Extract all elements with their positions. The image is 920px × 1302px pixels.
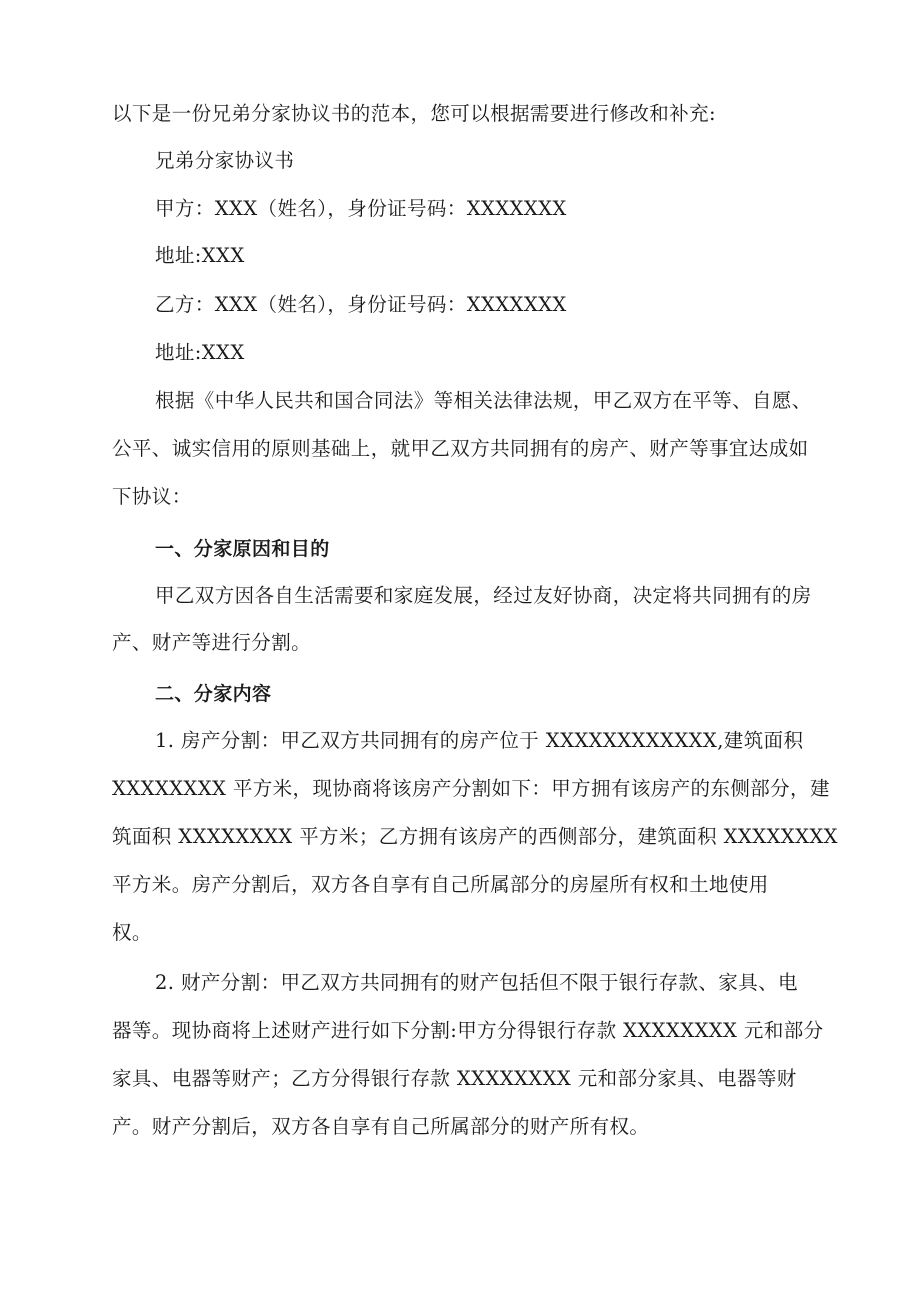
section1-body-line: 产、财产等进行分割。 [112,631,312,654]
item1-line: XXXXXXXX 平方米，现协商将该房产分割如下：甲方拥有该房产的东侧部分，建 [112,777,830,800]
party-a-address: 地址:XXX [155,244,245,267]
party-b-line: 乙方：XXX（姓名），身份证号码：XXXXXXX [155,293,567,316]
section1-body-line: 甲乙双方因各自生活需要和家庭发展，经过友好协商，决定将共同拥有的房 [155,584,812,607]
section1-heading: 一、分家原因和目的 [155,538,330,560]
item2-line: 家具、电器等财产；乙方分得银行存款 XXXXXXXX 元和部分家具、电器等财 [112,1067,797,1090]
document-title: 兄弟分家协议书 [155,149,295,172]
item2-line: 器等。现协商将上述财产进行如下分割:甲方分得银行存款 XXXXXXXX 元和部分 [112,1019,824,1042]
item2-line: 产。财产分割后，双方各自享有自己所属部分的财产所有权。 [112,1115,650,1138]
preamble-line: 公平、诚实信用的原则基础上，就甲乙双方共同拥有的房产、财产等事宜达成如 [112,437,809,460]
party-a-line: 甲方：XXX（姓名），身份证号码：XXXXXXX [155,197,567,220]
item2-line: 2. 财产分割：甲乙双方共同拥有的财产包括但不限于银行存款、家具、电 [155,971,798,994]
section2-heading: 二、分家内容 [155,683,272,705]
preamble-line: 根据《中华人民共和国合同法》等相关法律法规，甲乙双方在平等、自愿、 [155,389,812,412]
preamble-line: 下协议： [112,485,192,508]
intro-text: 以下是一份兄弟分家协议书的范本，您可以根据需要进行修改和补充: [112,102,716,125]
item1-line: 1. 房产分割：甲乙双方共同拥有的房产位于 XXXXXXXXXXXX,建筑面积 [155,729,804,752]
party-b-address: 地址:XXX [155,341,245,364]
item1-line: 平方米。房产分割后，双方各自享有自己所属部分的房屋所有权和土地使用 [112,873,769,896]
item1-line: 筑面积 XXXXXXXX 平方米；乙方拥有该房产的西侧部分，建筑面积 XXXXXXXX [112,825,838,848]
item1-line: 权。 [112,921,152,944]
